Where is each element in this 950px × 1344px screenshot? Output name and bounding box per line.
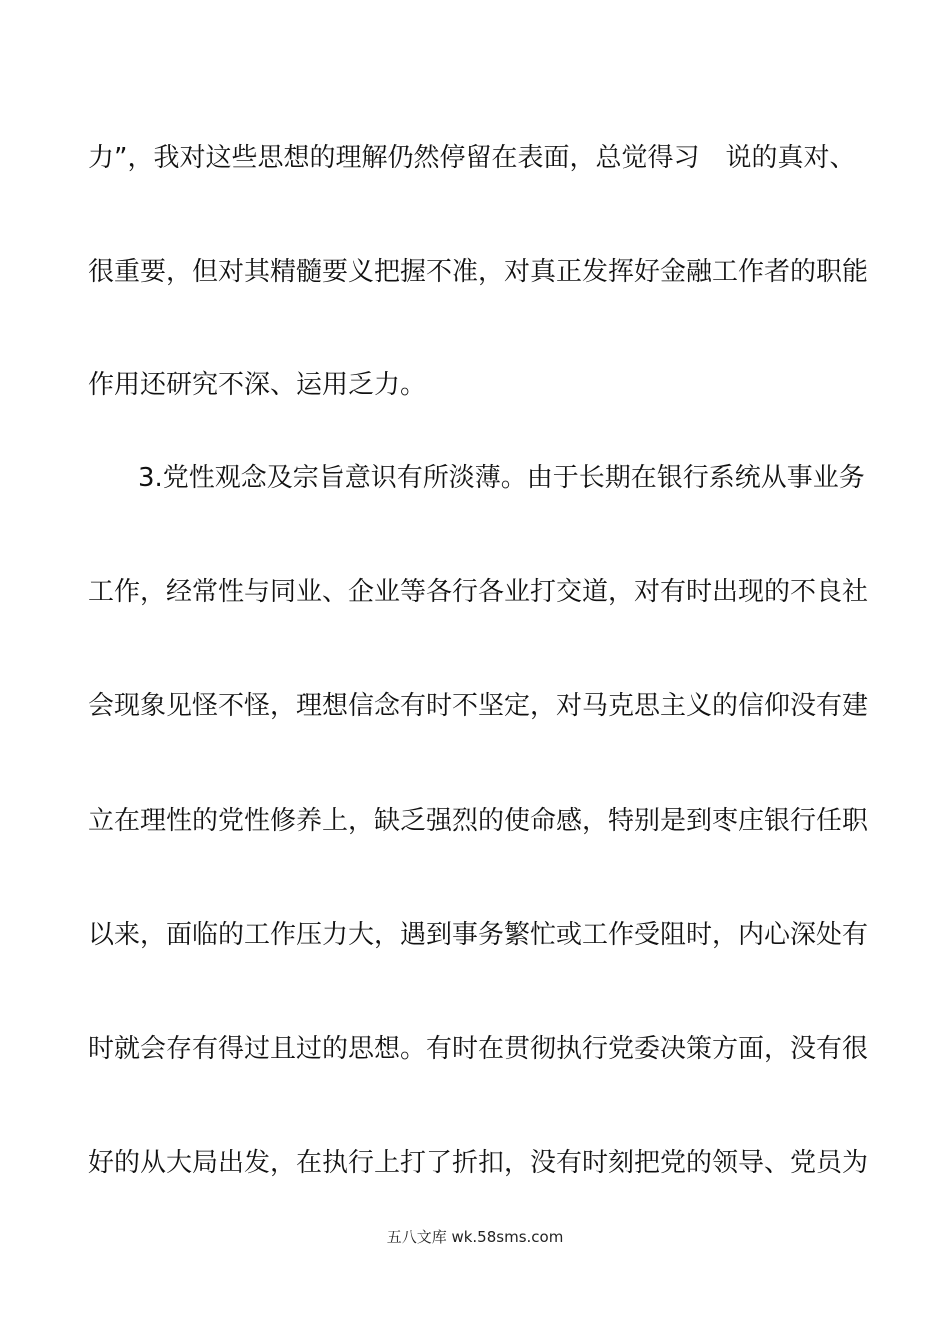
text-line-8: 以来，面临的工作压力大，遇到事务繁忙或工作受阻时，内心深处有 xyxy=(88,920,868,950)
text-line-9: 时就会存有得过且过的思想。有时在贯彻执行党委决策方面，没有很 xyxy=(88,1034,868,1064)
text-line-2: 很重要，但对其精髓要义把握不准，对真正发挥好金融工作者的职能 xyxy=(88,257,868,287)
text-line-10: 好的从大局出发，在执行上打了折扣，没有时刻把党的领导、党员为 xyxy=(88,1148,868,1178)
paragraph-heading-3: 3.党性观念及宗旨意识有所淡薄。由于长期在银行系统从事业务 xyxy=(138,463,865,493)
text-line-1: 力”，我对这些思想的理解仍然停留在表面，总觉得习 说的真对、 xyxy=(88,143,856,173)
text-line-6: 会现象见怪不怪，理想信念有时不坚定，对马克思主义的信仰没有建 xyxy=(88,691,868,721)
text-line-5: 工作，经常性与同业、企业等各行各业打交道，对有时出现的不良社 xyxy=(88,577,868,607)
page-footer: 五八文库 wk.58sms.com xyxy=(386,1228,564,1246)
text-line-7: 立在理性的党性修养上，缺乏强烈的使命感，特别是到枣庄银行任职 xyxy=(88,806,868,836)
text-line-3: 作用还研究不深、运用乏力。 xyxy=(88,370,427,400)
